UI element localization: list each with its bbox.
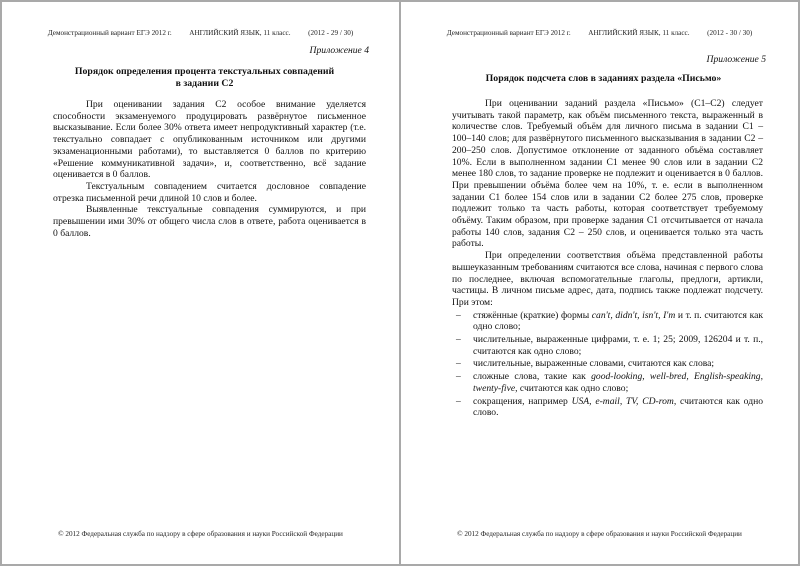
- running-head: [2, 29, 399, 37]
- section-title: [441, 73, 766, 85]
- list-item-text: и т. п. считаются как одно слово;: [473, 309, 764, 333]
- running-head: [401, 29, 798, 37]
- dash-bullet-icon: –: [456, 358, 461, 370]
- word-count-rules-list: [452, 310, 763, 419]
- section-title-line-1: Порядок определения процента текстуальных совпадений: [74, 66, 335, 77]
- list-item-text: сложные слова, такие как: [473, 371, 592, 383]
- paragraph: При определении соответствия объёма представленной работы вышеуказанным требованиям считаются все слова, начиная с первого слова по последнее, включая вспомогательные глаголы, предлоги, артикли, частицы. В личном письме адрес, дата, подпись также подлежат подсчету. При этом:: [452, 250, 763, 308]
- running-head-subject: АНГЛИЙСКИЙ ЯЗЫК, 11 класс.: [588, 29, 690, 37]
- page-29: [2, 2, 399, 564]
- paragraph: При оценивании заданий раздела «Письмо» (С1–С2) следует учитывать такой параметр, как объём письменного текста, выраженный в количестве слов. Требуемый объём для личного письма в задании С1 – 100–140 слов; для развёрнутого письменного высказывания в задании С2 – 200–250 слов. Допустимое отклонение от заданного объёма составляет 10%. Если в выполненном задании С1 менее 90 слов или в задании С2 менее 180 слов, то задание проверке не подлежит и оценивается в 0 баллов. При превышении объёма более чем на 10%, т. е. если в выполненном задании С1 более 154 слов или в задании С2 более 275 слов, проверке подлежит только та часть работы, которая соответствует требуемому объёму. Таким образом, при проверке задания С1 отсчитывается от начала работы 140 слов, задания С2 – 250 слов, и оценивается только эта часть работы.: [452, 98, 763, 250]
- body-text: [53, 99, 366, 239]
- running-head-page-number: (2012 - 30 / 30): [707, 29, 753, 37]
- list-item-text: числительные, выраженные цифрами, т. е. 1; 25; 2009, 126204 и т. п., считаются как одно слово;: [473, 334, 763, 357]
- appendix-label: Приложение 4: [309, 45, 369, 56]
- list-item-example: can't, didn't, isn't, I'm: [591, 309, 676, 321]
- list-item-example: good-looking, well-bred, English-speaking, twenty-five,: [473, 371, 763, 394]
- dash-bullet-icon: –: [456, 309, 461, 321]
- page-footer: © 2012 Федеральная служба по надзору в сфере образования и науки Российской Федерации: [457, 530, 742, 538]
- section-title-line-1: Порядок подсчета слов в заданиях раздела «Письмо»: [485, 73, 722, 84]
- body-text: [452, 98, 763, 419]
- dash-bullet-icon: –: [456, 371, 461, 383]
- list-item-text: считаются как одно слово;: [517, 382, 629, 394]
- list-item-text: считаются как одно слово.: [473, 395, 764, 419]
- list-item: [452, 371, 763, 394]
- paragraph: При оценивании задания С2 особое внимание уделяется способности экзаменуемого продуцировать развёрнутое письменное высказывание. Если более 30% ответа имеет непродуктивный характер (т.е. текстуально совпадает с опубликованным источником или другими экзаменационными работами), то выставляется 0 баллов по критерию «Решение коммуникативной задачи», и, соответственно, всё задание оценивается в 0 баллов.: [53, 99, 366, 181]
- paragraph: Выявленные текстуальные совпадения суммируются, и при превышении ими 30% от общего числа слов в ответе, работа оценивается в 0 баллов.: [53, 204, 366, 239]
- section-title: [42, 66, 367, 90]
- dash-bullet-icon: –: [456, 395, 461, 407]
- list-item-text: стяжённые (краткие) формы: [473, 309, 592, 321]
- list-item-text: числительные, выраженные словами, считаются как слова;: [473, 358, 715, 370]
- appendix-label: Приложение 5: [706, 54, 766, 65]
- list-item-example: USA, e-mail, TV, CD-rom,: [571, 395, 677, 407]
- list-item-text: сокращения, например: [473, 395, 572, 407]
- paragraph: Текстуальным совпадением считается дословное совпадение отрезка письменной речи длиной 10 слов и более.: [53, 180, 366, 204]
- running-head-doc: Демонстрационный вариант ЕГЭ 2012 г.: [446, 29, 571, 37]
- dash-bullet-icon: –: [456, 334, 461, 346]
- section-title-line-2: в задании С2: [175, 78, 234, 89]
- running-head-doc: Демонстрационный вариант ЕГЭ 2012 г.: [47, 29, 172, 37]
- list-item: [452, 334, 763, 357]
- list-item: [452, 358, 763, 370]
- running-head-page-number: (2012 - 29 / 30): [308, 29, 354, 37]
- list-item: [452, 310, 763, 333]
- page-30: [401, 2, 798, 564]
- list-item: [452, 396, 763, 419]
- page-footer: © 2012 Федеральная служба по надзору в сфере образования и науки Российской Федерации: [58, 530, 343, 538]
- running-head-subject: АНГЛИЙСКИЙ ЯЗЫК, 11 класс.: [189, 29, 291, 37]
